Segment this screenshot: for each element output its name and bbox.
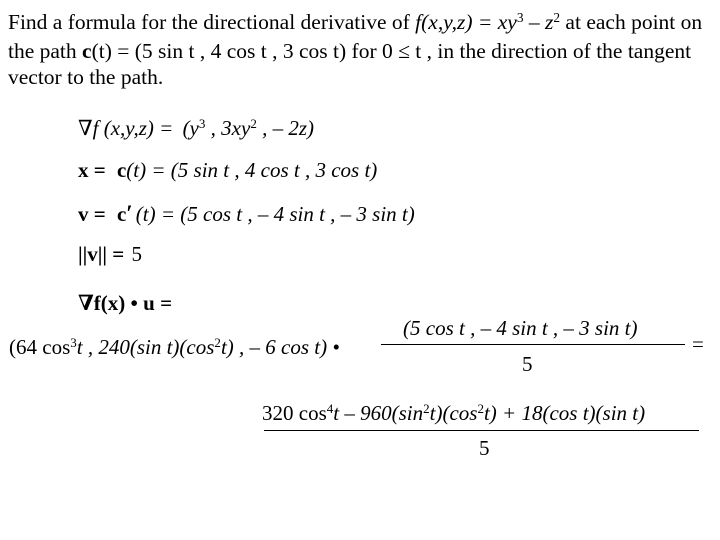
problem-text-before: Find a formula for the directional derivative of bbox=[8, 10, 416, 34]
dot-fraction-denominator bbox=[522, 354, 533, 375]
result-num-exp2: 2 bbox=[423, 400, 430, 416]
dot-frac-den-text: 5 bbox=[522, 352, 533, 376]
problem-path-rest: (t) = (5 sin t , 4 cos t , 3 cos t) for 0 ≤ t , in the direction of the tangent vector to the path. bbox=[8, 39, 692, 89]
position-line bbox=[78, 160, 377, 181]
gradient-line bbox=[78, 115, 314, 140]
velocity-c: c bbox=[116, 202, 127, 226]
dot-grad-open: (64 cos bbox=[9, 335, 71, 359]
problem-function-exponent: 3 bbox=[516, 9, 524, 25]
gradient-lhs: ∇f (x,y,z) = bbox=[78, 116, 174, 140]
position-rest: (t) = (5 sin t , 4 cos t , 3 cos t) bbox=[126, 158, 378, 182]
dot-grad-mid: t , 240(sin t)(cos bbox=[76, 335, 215, 359]
norm-value: 5 bbox=[131, 242, 142, 266]
dot-fraction-bar bbox=[381, 344, 685, 345]
result-fraction-bar bbox=[264, 430, 699, 431]
result-numerator bbox=[262, 400, 646, 425]
result-num-a: 320 cos bbox=[262, 401, 327, 425]
position-lhs: x = bbox=[78, 158, 106, 182]
problem-path-c: c bbox=[82, 39, 92, 63]
gradient-exp1: 3 bbox=[198, 115, 206, 131]
dot-lhs-text: ∇f(x) • u = bbox=[78, 291, 173, 315]
result-num-exp1: 4 bbox=[326, 400, 334, 416]
velocity-lhs: v = bbox=[78, 202, 106, 226]
gradient-exp2: 2 bbox=[250, 115, 257, 131]
position-c: c bbox=[116, 158, 127, 182]
dot-gradient-vector bbox=[9, 334, 340, 359]
dot-equals-text: = bbox=[692, 332, 704, 356]
velocity-prime: ′ bbox=[126, 201, 133, 226]
problem-minus-z: – z bbox=[523, 10, 554, 34]
problem-statement bbox=[8, 9, 716, 90]
norm-lhs: ||v|| = bbox=[78, 242, 125, 266]
gradient-open: (y bbox=[182, 116, 199, 140]
dot-grad-exp2: 2 bbox=[214, 334, 221, 350]
dot-grad-end: t) , – 6 cos t) • bbox=[220, 335, 340, 359]
dot-frac-num-text: (5 cos t , – 4 sin t , – 3 sin t) bbox=[403, 316, 638, 340]
result-num-b: t – 960(sin bbox=[333, 401, 424, 425]
result-denominator bbox=[479, 438, 490, 459]
gradient-close: , – 2z) bbox=[256, 116, 314, 140]
velocity-rest: (t) = (5 cos t , – 4 sin t , – 3 sin t) bbox=[135, 202, 415, 226]
result-num-d: t) + 18(cos t)(sin t) bbox=[483, 401, 646, 425]
result-num-exp3: 2 bbox=[477, 400, 484, 416]
velocity-line bbox=[78, 202, 415, 225]
gradient-rhs bbox=[183, 116, 314, 140]
gradient-mid: , 3xy bbox=[205, 116, 251, 140]
dot-grad-exp1: 3 bbox=[70, 334, 77, 350]
dot-equals bbox=[692, 334, 704, 355]
problem-text-mid: at each point on the path bbox=[8, 10, 703, 63]
norm-line bbox=[78, 244, 142, 265]
dot-fraction-numerator bbox=[403, 318, 638, 339]
problem-z-exponent: 2 bbox=[553, 9, 561, 25]
result-num-c: t)(cos bbox=[429, 401, 478, 425]
result-den-text: 5 bbox=[479, 436, 490, 460]
dot-lhs bbox=[78, 293, 172, 314]
problem-function: f(x,y,z) = xy bbox=[415, 10, 517, 34]
